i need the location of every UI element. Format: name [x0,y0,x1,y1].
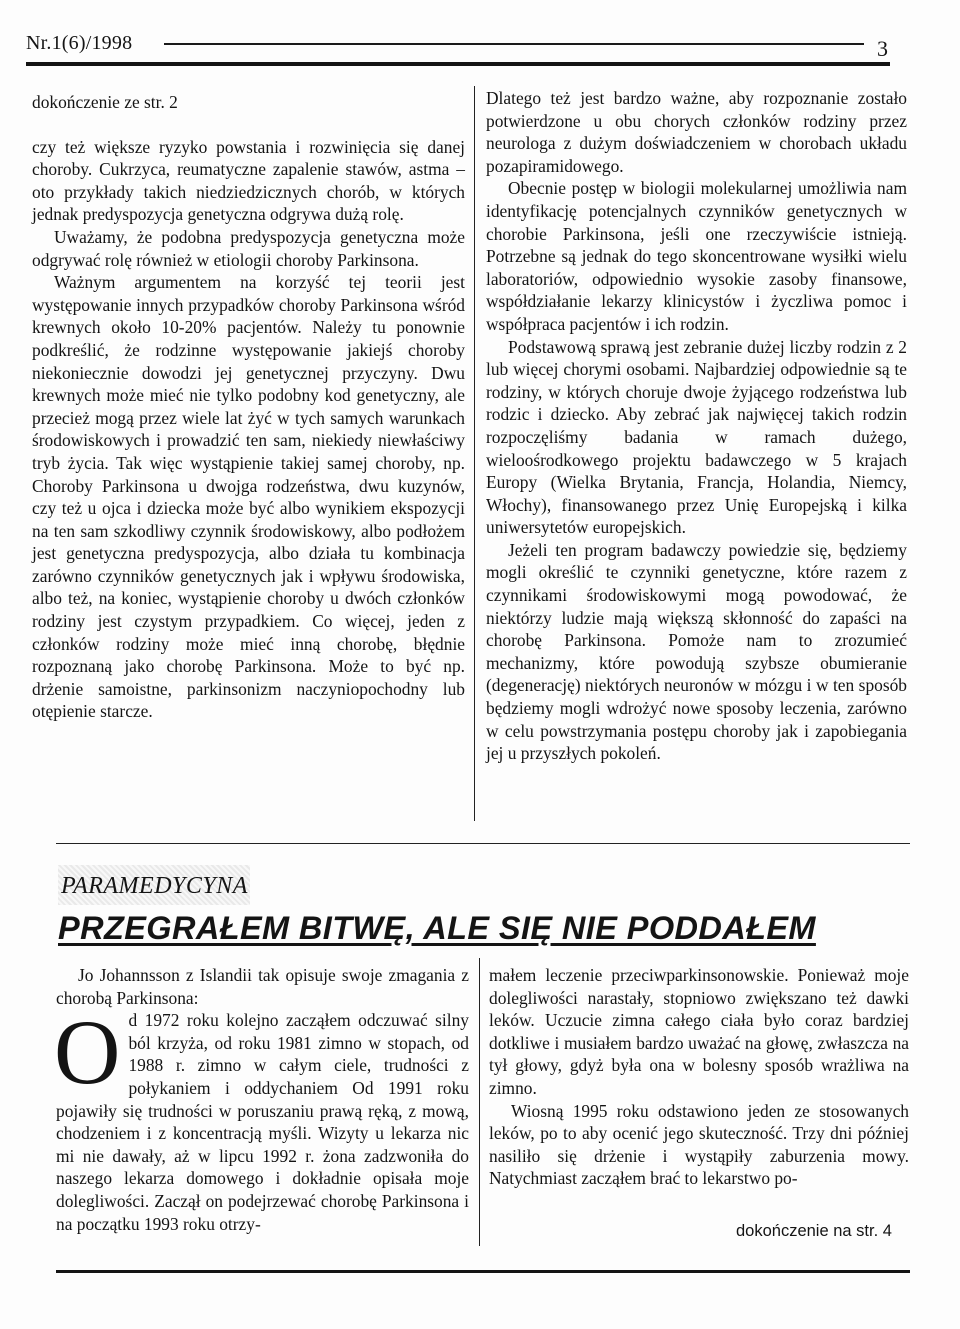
continued-on-note: dokończenie na str. 4 [736,1222,892,1240]
paragraph: Dlatego też jest bardzo ważne, aby rozpoznanie zostało potwierdzone u obu chorych członków rodziny przez neurologa z dużym doświadczeniem w chorobach układu pozapiramidowego. [486,88,907,176]
header-rule [164,43,864,45]
article2-column-right [489,964,909,1190]
paragraph: Obecnie postęp w biologii molekularnej umożliwia nam identyfikację potencjalnych czynników genetycznych w chorobie Parkinsona, jeśli one rzeczywiście istnieją. Potrzebne są jednak do tego skoncentrowane wysiłki wielu laboratoriów, odpowiednio wysokie zasoby finansowe, współdziałanie lekarzy klinicystów i życzliwa pomoc i współpraca pacjentów i ich rodzin. [486,178,907,334]
article-intro: Jo Johannsson z Islandii tak opisuje swoje zmagania z chorobą Parkinsona: [56,965,469,1008]
column-divider [474,86,475,821]
paragraph: Uważamy, że podobna predyspozycja genetyczna może odgrywać rolę również w etiologii choroby Parkinsona. [32,226,465,270]
paragraph: Ważnym argumentem na korzyść tej teorii jest występowanie innych przypadków choroby Parkinsona wśród krewnych około 10-20% pacjentów. Należy tu ponownie podkreślić, że rodzinne występowanie jakiejś choroby niekoniecznie dowodzi jej genetycznej przyczyny. Dwu krewnych może mieć nie tylko podobny kod genetyczny, ale przecież mogą przez wiele lat żyć w tych samych warunkach środowiskowych i prowadzić ten sam, niekiedy niewłaściwy tryb życia. Tak więc wystąpienie takiej samej choroby, np. Choroby Parkinsona u dwojga rodzeństwa, dwu kuzynów, czy też u ojca i dziecka może być albo wynikiem ekspozycji na ten sam szkodliwy czynnik środowiskowy, albo podłożem jest genetyczna predyspozycja, albo działa tu kombinacja zarówno czynników genetycznych jak i wpływu środowiska, albo też, na koniec, wystąpienie choroby u dwóch członków rodziny jest czystym przypadkiem. Co więcej, jeden z członków rodziny może mieć inną chorobę, błędnie rozpoznaną jako chorobę Parkinsona. Może to być np. drżenie samoistne, parkinsonizm naczyniopochodny lub otępienie starcze. [32,272,465,722]
paragraph-text: d 1972 roku kolejno zacząłem odczuwać silny ból krzyża, od roku 1981 zimno w stopach, od 1988 r. zimno w całym ciele, trudności z połykaniem i oddychaniem Od 1991 roku pojawiły się trudności w poruszaniu prawą ręką, z mową, chodzeniem i z koncentracją myśli. Wizyty u lekarza nic mi nie dawały, aż w lipcu 1992 r. żona zadzwoniła do naszego lekarza domowego i dokładnie opisała moje dolegliwości. Zaczął on podejrzewać chorobę Parkinsona i na początku 1993 roku otrzy- [56,1010,469,1234]
article-headline: PRZEGRAŁEM BITWĘ, ALE SIĘ NIE PODDAŁEM [58,910,816,946]
article2-column-left [56,964,469,1235]
paragraph: czy też większe ryzyko powstania i rozwinięcia się danej choroby. Cukrzyca, reumatyczne zapalenie stawów, astma – oto przykłady takich niedziedzicznych chorób, w których jednak predyspozycja genetyczna odgrywa dużą rolę. [32,136,465,225]
paragraph: małem leczenie przeciwparkinsonowskie. Ponieważ moje dolegliwości narastały, stopniowo zwiększano też dawki leków. Uczucie zimna całego ciała było coraz bardziej dotkliwe i musiałem bardzo uważać na głowę, zwłaszcza na tył głowy, gdyż była ona w bolesny sposób wrażliwa na zimno. [489,965,909,1098]
section-label: PARAMEDYCYNA [61,873,248,899]
footer-rule [56,1270,910,1273]
drop-cap: O [54,1001,121,1104]
article1-column-right [486,87,907,765]
paragraph: Podstawową sprawą jest zebranie dużej liczby rodzin z 2 lub więcej chorymi osobami. Najbardziej odpowiednie są te rodziny, w których choruje dwoje żyjącego rodzeństwa lub rodzic i dziecko. Aby zebrać jak najwięcej takich rodzin rozpoczęliśmy badania w ramach dużego, wieloośrodkowego projektu badawczego w 5 krajach Europy (Wielka Brytania, Francja, Holandia, Niemcy, Włochy), finansowanego przez Unię Europejską i kilka uniwersytetów europejskich. [486,336,907,538]
issue-number: Nr.1(6)/1998 [26,32,133,54]
section-rule [56,843,910,844]
paragraph: Jeżeli ten program badawczy powiedzie się, będziemy mogli określić te czynniki genetyczne, które razem z czynnikami środowiskowymi mogą powodować, że niektórzy ludzie mają większą skłonność do zapaści na chorobę Parkinsona. Pomoże nam to zrozumieć mechanizmy, które powodują szybsze obumieranie (degenerację) niektórych neuronów w mózgu i w ten sposób będziemy mogli wdrożyć nowe sposoby leczenia, zarówno w celu powstrzymania postępu choroby jak i zapobiegania jej u przyszłych pokoleń. [486,539,907,764]
paragraph: Wiosną 1995 roku odstawiono jeden ze stosowanych leków, po to aby ocenić jego skuteczność. Trzy dni później nasiliło się drżenie i wystąpiły zaburzenia mowy. Natychmiast zacząłem brać to lekarstwo po- [489,1100,909,1189]
header-thick-rule [26,62,890,66]
column-divider [479,958,480,1246]
paragraph [54,1001,469,1235]
page-number: 3 [877,36,888,61]
article1-column-left [32,91,465,723]
continued-from-note: dokończenie ze str. 2 [32,92,178,112]
